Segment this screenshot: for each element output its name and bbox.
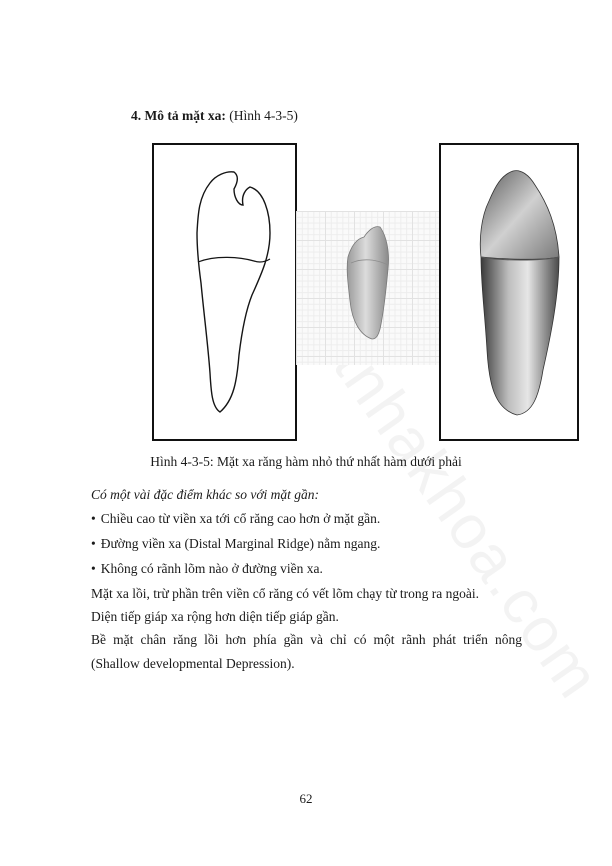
section-heading: [131, 108, 298, 124]
bullet-icon: •: [91, 561, 96, 576]
figure-panel-shaded-drawing: [439, 143, 579, 441]
list-item-text: Không có rãnh lõm nào ở đường viền xa.: [100, 561, 323, 576]
paragraph: Mặt xa lồi, trừ phần trên viền cổ răng có vết lõm chạy từ trong ra ngoài.: [91, 586, 480, 601]
list-item-text: Đường viền xa (Distal Marginal Ridge) nằm ngang.: [100, 536, 381, 551]
paragraph-line: Bề mặt chân răng lồi hơn phía gần và chỉ có một rãnh phát triển nông: [91, 632, 522, 647]
figure-panel-line-drawing: [152, 143, 297, 441]
tooth-shaded-drawing: [441, 145, 577, 439]
list-item: [91, 511, 380, 527]
figure-caption: Hình 4-3-5: Mặt xa răng hàm nhỏ thứ nhất hàm dưới phải: [150, 454, 462, 469]
paragraph: Diện tiếp giáp xa rộng hơn diện tiếp giáp gần.: [91, 609, 339, 624]
bullet-icon: •: [91, 536, 96, 551]
section-number: 4.: [131, 108, 142, 123]
section-figure-ref: (Hình 4-3-5): [229, 108, 298, 123]
list-item-text: Chiều cao từ viền xa tới cổ răng cao hơn ở mặt gần.: [100, 511, 381, 526]
list-item: [91, 536, 380, 552]
tooth-specimen-photo: [296, 211, 439, 365]
page-number: 62: [299, 791, 313, 806]
paragraph-line: (Shallow developmental Depression).: [91, 656, 295, 671]
tooth-outline-drawing: [154, 145, 295, 439]
subheading: Có một vài đặc điểm khác so với mặt gần:: [91, 487, 320, 502]
bullet-icon: •: [91, 511, 96, 526]
figure-panel-specimen-grid: [296, 211, 439, 365]
section-title: Mô tả mặt xa:: [144, 108, 226, 123]
list-item: [91, 561, 323, 577]
